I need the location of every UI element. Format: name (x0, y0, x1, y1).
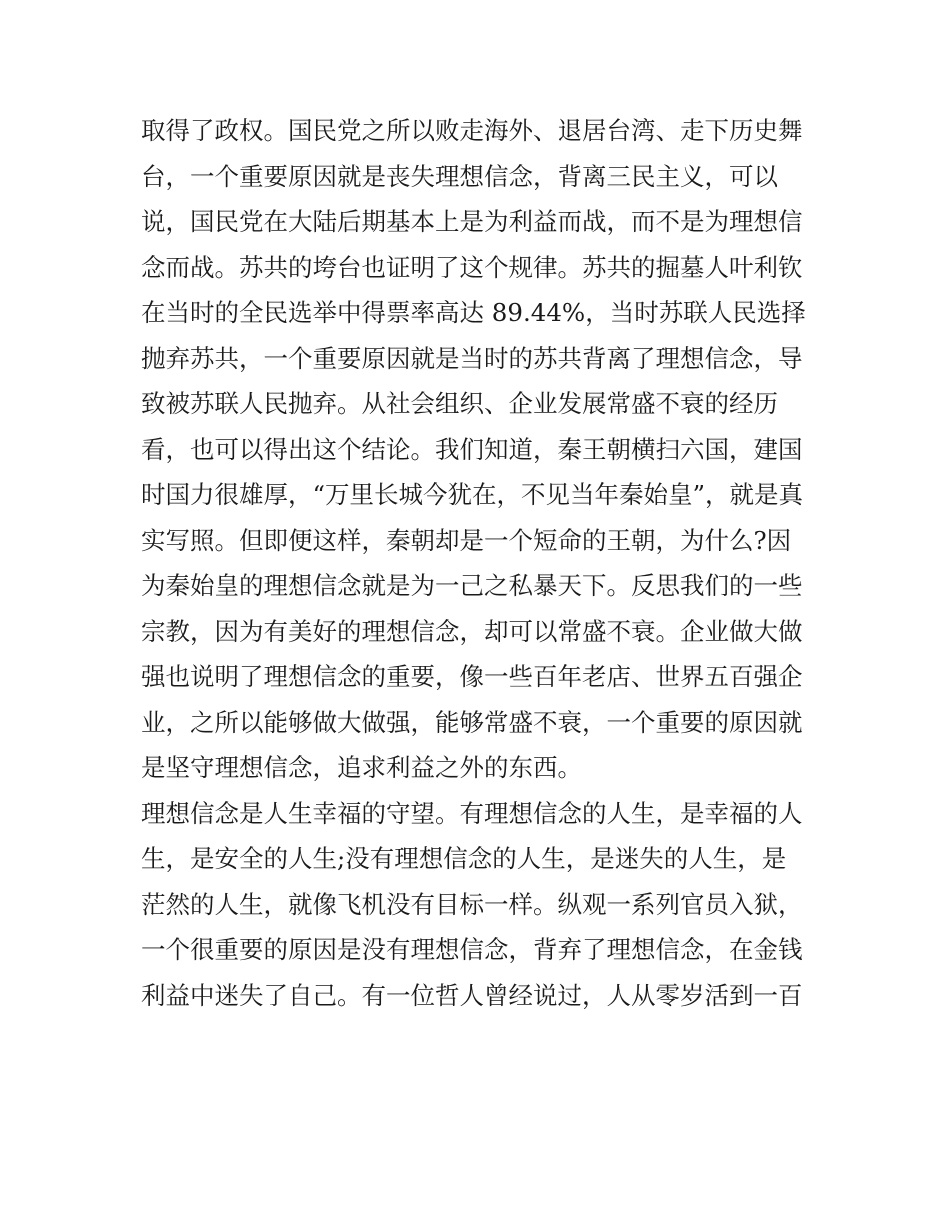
text-line-18: 茫然的人生，就像飞机没有目标一样。纵观一系列官员入狱， (141, 889, 803, 919)
text-line-14: 业，之所以能够做大做强，能够常盛不衰，一个重要的原因就 (141, 707, 803, 737)
text-line-20: 利益中迷失了自己。有一位哲人曾经说过，人从零岁活到一百 (141, 980, 803, 1010)
text-line-15: 是坚守理想信念，追求利益之外的东西。 (141, 753, 582, 782)
text-line-7: 致被苏联人民抛弃。从社会组织、企业发展常盛不衰的经历 (141, 389, 778, 418)
text-line-16: 理想信念是人生幸福的守望。有理想信念的人生，是幸福的人 (141, 798, 803, 828)
text-line-13: 强也说明了理想信念的重要，像一些百年老店、世界五百强企 (141, 662, 803, 691)
text-line-9: 时国力很雄厚，“万里长城今犹在，不见当年秦始皇”，就是真 (141, 480, 804, 509)
text-line-3: 说，国民党在大陆后期基本上是为利益而战，而不是为理想信 (141, 207, 803, 236)
text-line-2: 台，一个重要原因就是丧失理想信念，背离三民主义，可以 (141, 161, 778, 191)
text-line-11: 为秦始皇的理想信念就是为一己之私暴天下。反思我们的一些 (141, 571, 803, 600)
text-line-4: 念而战。苏共的垮台也证明了这个规律。苏共的掘墓人叶利钦 (141, 252, 803, 282)
body-text (141, 108, 831, 1018)
text-line-12: 宗教，因为有美好的理想信念，却可以常盛不衰。企业做大做 (141, 616, 803, 646)
text-line-17: 生，是安全的人生;没有理想信念的人生，是迷失的人生，是 (141, 844, 787, 873)
text-line-8: 看，也可以得出这个结论。我们知道，秦王朝横扫六国，建国 (141, 434, 803, 464)
text-line-1: 取得了政权。国民党之所以败走海外、退居台湾、走下历史舞 (141, 116, 803, 145)
text-line-19: 一个很重要的原因是没有理想信念，背弃了理想信念，在金钱 (141, 935, 803, 964)
text-line-10: 实写照。但即便这样，秦朝却是一个短命的王朝，为什么?因 (141, 525, 792, 555)
text-line-5: 在当时的全民选举中得票率高达 89.44%，当时苏联人民选择 (141, 298, 806, 327)
text-line-6: 抛弃苏共，一个重要原因就是当时的苏共背离了理想信念，导 (141, 343, 803, 373)
